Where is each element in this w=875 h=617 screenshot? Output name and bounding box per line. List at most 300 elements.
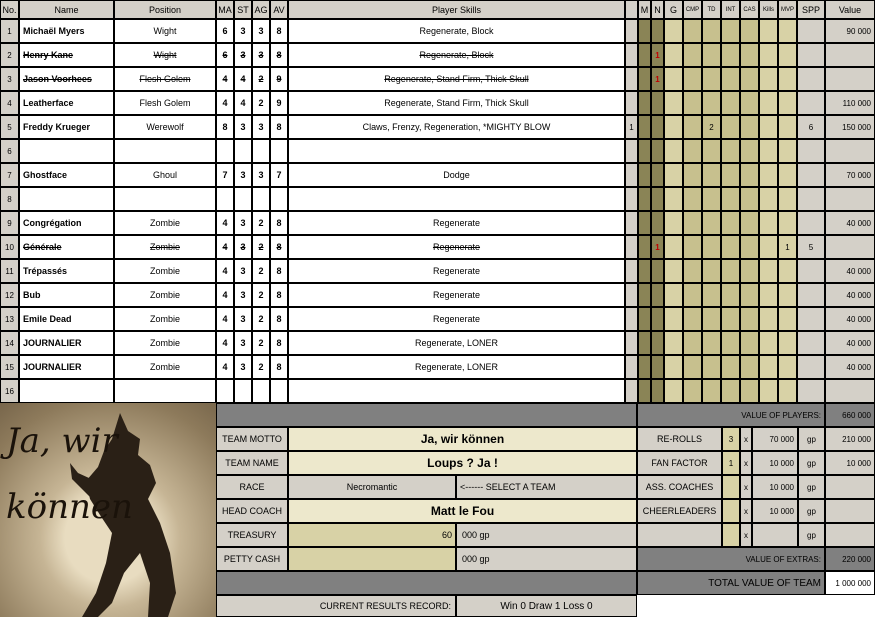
player-n-cell (638, 331, 651, 355)
extras-price: 70 000 (752, 427, 798, 451)
player-int-cell (721, 283, 740, 307)
player-value-cell[interactable] (825, 187, 875, 211)
player-mvp-cell (778, 115, 797, 139)
player-ma-cell: 4 (216, 67, 234, 91)
extras-total: 210 000 (825, 427, 875, 451)
player-st-cell: 4 (234, 67, 252, 91)
player-st-cell (234, 379, 252, 403)
player-td-cell (702, 91, 721, 115)
player-g-cell (664, 91, 683, 115)
player-value-cell[interactable]: 40 000 (825, 307, 875, 331)
player-spp-cell (797, 139, 825, 163)
player-position-cell[interactable]: Zombie (114, 235, 216, 259)
player-n-cell (638, 211, 651, 235)
player-no-cell: 5 (0, 115, 19, 139)
player-no-cell: 12 (0, 283, 19, 307)
player-position-cell[interactable]: Wight (114, 19, 216, 43)
player-skills-cell[interactable]: Regenerate (288, 259, 625, 283)
player-cmp-cell (683, 67, 702, 91)
total-value: 1 000 000 (825, 571, 875, 595)
player-st-cell: 4 (234, 91, 252, 115)
player-ag-cell: 2 (252, 331, 270, 355)
player-g-cell (664, 67, 683, 91)
player-mvp-cell (778, 67, 797, 91)
head-coach-field[interactable]: Matt le Fou (288, 499, 637, 523)
player-skills-cell[interactable] (288, 139, 625, 163)
player-mvp-cell (778, 259, 797, 283)
player-cas-cell (740, 43, 759, 67)
player-no-cell: 2 (0, 43, 19, 67)
player-skills-cell[interactable]: Regenerate (288, 235, 625, 259)
player-g-cell (664, 235, 683, 259)
player-av-cell: 8 (270, 331, 288, 355)
player-name-cell[interactable]: Congrégation (19, 211, 114, 235)
player-int-cell (721, 139, 740, 163)
player-mvp-cell (778, 139, 797, 163)
player-n-cell (638, 283, 651, 307)
player-n-cell (638, 235, 651, 259)
team-motto-field[interactable]: Ja, wir können (288, 427, 637, 451)
player-value-cell[interactable]: 40 000 (825, 259, 875, 283)
extras-multiply: x (740, 475, 752, 499)
player-g-cell (664, 259, 683, 283)
player-spp-cell (797, 187, 825, 211)
player-ma-cell (216, 187, 234, 211)
player-td-cell (702, 43, 721, 67)
petty-cash-field[interactable] (288, 547, 456, 571)
player-name-cell[interactable]: Emile Dead (19, 307, 114, 331)
results-record-value: Win 0 Draw 1 Loss 0 (456, 595, 637, 617)
player-position-cell[interactable] (114, 187, 216, 211)
player-int-cell (721, 211, 740, 235)
extras-gp: gp (798, 427, 825, 451)
player-n2-cell (651, 379, 664, 403)
player-ma-cell: 4 (216, 331, 234, 355)
player-int-cell (721, 163, 740, 187)
petty-cash-label: PETTY CASH (216, 547, 288, 571)
player-no-cell: 15 (0, 355, 19, 379)
player-st-cell: 3 (234, 259, 252, 283)
player-n-cell (638, 187, 651, 211)
player-no-cell: 14 (0, 331, 19, 355)
player-mvp-cell (778, 91, 797, 115)
player-n-cell (638, 67, 651, 91)
player-name-cell[interactable] (19, 139, 114, 163)
player-kills-cell (759, 19, 778, 43)
player-mvp-cell: 1 (778, 235, 797, 259)
player-name-cell[interactable]: Leatherface (19, 91, 114, 115)
player-spp-cell (797, 163, 825, 187)
player-ag-cell: 2 (252, 91, 270, 115)
extras-gp: gp (798, 523, 825, 547)
team-logo (0, 403, 216, 617)
player-value-cell[interactable]: 90 000 (825, 19, 875, 43)
player-int-cell (721, 235, 740, 259)
player-av-cell: 8 (270, 355, 288, 379)
player-g-cell (664, 19, 683, 43)
player-position-cell[interactable]: Flesh Golem (114, 91, 216, 115)
player-g-cell (664, 139, 683, 163)
player-cmp-cell (683, 379, 702, 403)
player-position-cell[interactable]: Zombie (114, 331, 216, 355)
player-n-cell (638, 19, 651, 43)
race-select[interactable]: Necromantic (288, 475, 456, 499)
player-g-cell (664, 355, 683, 379)
player-cas-cell (740, 115, 759, 139)
player-ag-cell: 2 (252, 235, 270, 259)
player-g-cell (664, 163, 683, 187)
player-skills-cell[interactable]: Regenerate, Stand Firm, Thick Skull (288, 91, 625, 115)
player-ma-cell: 8 (216, 115, 234, 139)
header-skills: Player Skills (288, 0, 625, 19)
treasury-unit: 000 gp (456, 523, 637, 547)
player-spp-cell (797, 283, 825, 307)
player-m-cell (625, 67, 638, 91)
player-ag-cell: 2 (252, 67, 270, 91)
player-no-cell: 7 (0, 163, 19, 187)
player-ag-cell (252, 187, 270, 211)
player-st-cell: 3 (234, 19, 252, 43)
player-mvp-cell (778, 307, 797, 331)
player-av-cell: 8 (270, 259, 288, 283)
player-st-cell: 3 (234, 307, 252, 331)
player-skills-cell[interactable] (288, 187, 625, 211)
player-n-cell (638, 355, 651, 379)
extras-label: FAN FACTOR (637, 451, 722, 475)
team-info-top-bar (216, 403, 637, 427)
player-n2-cell (651, 187, 664, 211)
player-mvp-cell (778, 19, 797, 43)
player-m-cell (625, 91, 638, 115)
player-m-cell (625, 379, 638, 403)
player-mvp-cell (778, 211, 797, 235)
player-cas-cell (740, 91, 759, 115)
player-td-cell (702, 163, 721, 187)
player-int-cell (721, 19, 740, 43)
player-value-cell[interactable]: 110 000 (825, 91, 875, 115)
player-ag-cell: 3 (252, 163, 270, 187)
player-int-cell (721, 379, 740, 403)
player-cas-cell (740, 19, 759, 43)
extras-total (825, 475, 875, 499)
player-g-cell (664, 43, 683, 67)
header-position: Position (114, 0, 216, 19)
player-int-cell (721, 307, 740, 331)
player-m-cell (625, 43, 638, 67)
player-mvp-cell (778, 379, 797, 403)
player-no-cell: 3 (0, 67, 19, 91)
player-skills-cell[interactable]: Regenerate, LONER (288, 355, 625, 379)
player-kills-cell (759, 139, 778, 163)
player-ag-cell: 3 (252, 43, 270, 67)
player-mvp-cell (778, 187, 797, 211)
header-mvp: MVP (778, 0, 797, 19)
player-cmp-cell (683, 355, 702, 379)
player-value-cell[interactable]: 40 000 (825, 283, 875, 307)
player-ag-cell (252, 139, 270, 163)
player-name-cell[interactable] (19, 187, 114, 211)
player-av-cell: 8 (270, 235, 288, 259)
player-av-cell (270, 139, 288, 163)
player-cas-cell (740, 331, 759, 355)
player-skills-cell[interactable]: Regenerate (288, 211, 625, 235)
player-cmp-cell (683, 139, 702, 163)
player-no-cell: 6 (0, 139, 19, 163)
extras-label (637, 523, 722, 547)
player-kills-cell (759, 163, 778, 187)
player-ma-cell: 7 (216, 163, 234, 187)
player-value-cell[interactable]: 40 000 (825, 355, 875, 379)
player-n2-cell (651, 115, 664, 139)
player-skills-cell[interactable]: Regenerate, Block (288, 43, 625, 67)
value-of-extras: 220 000 (825, 547, 875, 571)
player-st-cell: 3 (234, 115, 252, 139)
header-td: TD (702, 0, 721, 19)
header-st: ST (234, 0, 252, 19)
player-name-cell[interactable]: Henry Kane (19, 43, 114, 67)
header-int: INT (721, 0, 740, 19)
header-spp: SPP (797, 0, 825, 19)
player-skills-cell[interactable] (288, 379, 625, 403)
player-spp-cell (797, 331, 825, 355)
player-ag-cell: 2 (252, 307, 270, 331)
player-m-cell (625, 235, 638, 259)
player-n-cell (638, 163, 651, 187)
player-cas-cell (740, 307, 759, 331)
player-av-cell: 8 (270, 43, 288, 67)
player-value-cell[interactable]: 40 000 (825, 211, 875, 235)
header-kills: Kills (759, 0, 778, 19)
player-m-cell (625, 211, 638, 235)
player-int-cell (721, 91, 740, 115)
player-position-cell[interactable]: Flesh Golem (114, 67, 216, 91)
player-av-cell: 8 (270, 211, 288, 235)
player-value-cell[interactable] (825, 235, 875, 259)
player-n-cell (638, 115, 651, 139)
player-cas-cell (740, 259, 759, 283)
race-hint: <------ SELECT A TEAM (456, 475, 637, 499)
player-name-cell[interactable]: JOURNALIER (19, 331, 114, 355)
player-av-cell: 7 (270, 163, 288, 187)
player-n2-cell (651, 355, 664, 379)
player-skills-cell[interactable]: Claws, Frenzy, Regeneration, *MIGHTY BLOW (288, 115, 625, 139)
player-g-cell (664, 283, 683, 307)
player-m-cell (625, 187, 638, 211)
player-n2-cell (651, 307, 664, 331)
player-st-cell: 3 (234, 43, 252, 67)
player-position-cell[interactable]: Zombie (114, 259, 216, 283)
player-m-cell: 1 (625, 115, 638, 139)
treasury-field[interactable]: 60 (288, 523, 456, 547)
player-ma-cell: 4 (216, 307, 234, 331)
player-spp-cell (797, 307, 825, 331)
player-position-cell[interactable]: Zombie (114, 355, 216, 379)
player-name-cell[interactable]: Ghostface (19, 163, 114, 187)
extras-price: 10 000 (752, 451, 798, 475)
player-m-cell (625, 163, 638, 187)
player-n2-cell (651, 259, 664, 283)
player-cas-cell (740, 139, 759, 163)
player-value-cell[interactable]: 70 000 (825, 163, 875, 187)
player-spp-cell (797, 43, 825, 67)
player-value-cell[interactable] (825, 379, 875, 403)
player-position-cell[interactable]: Werewolf (114, 115, 216, 139)
team-name-field[interactable]: Loups ? Ja ! (288, 451, 637, 475)
player-ag-cell: 2 (252, 259, 270, 283)
player-n2-cell (651, 163, 664, 187)
player-no-cell: 11 (0, 259, 19, 283)
player-name-cell[interactable]: JOURNALIER (19, 355, 114, 379)
player-av-cell: 8 (270, 115, 288, 139)
player-kills-cell (759, 259, 778, 283)
extras-gp: gp (798, 475, 825, 499)
player-value-cell[interactable] (825, 139, 875, 163)
player-name-cell[interactable] (19, 379, 114, 403)
player-av-cell (270, 187, 288, 211)
player-value-cell[interactable] (825, 43, 875, 67)
player-cmp-cell (683, 283, 702, 307)
player-cmp-cell (683, 307, 702, 331)
player-spp-cell (797, 211, 825, 235)
extras-count[interactable] (722, 523, 740, 547)
player-g-cell (664, 307, 683, 331)
player-value-cell[interactable]: 150 000 (825, 115, 875, 139)
player-skills-cell[interactable]: Regenerate, Stand Firm, Thick Skull (288, 67, 625, 91)
player-st-cell: 3 (234, 211, 252, 235)
team-motto-label: TEAM MOTTO (216, 427, 288, 451)
player-position-cell[interactable] (114, 139, 216, 163)
player-name-cell[interactable]: Trépassés (19, 259, 114, 283)
player-position-cell[interactable]: Wight (114, 43, 216, 67)
player-spp-cell (797, 259, 825, 283)
player-m-cell (625, 139, 638, 163)
player-td-cell (702, 355, 721, 379)
player-position-cell[interactable]: Zombie (114, 283, 216, 307)
player-td-cell (702, 331, 721, 355)
player-cmp-cell (683, 259, 702, 283)
extras-label: ASS. COACHES (637, 475, 722, 499)
player-n-cell (638, 91, 651, 115)
player-name-cell[interactable]: Michaël Myers (19, 19, 114, 43)
extras-count[interactable]: 3 (722, 427, 740, 451)
treasury-label: TREASURY (216, 523, 288, 547)
extras-count[interactable]: 1 (722, 451, 740, 475)
player-cas-cell (740, 283, 759, 307)
player-cas-cell (740, 355, 759, 379)
player-skills-cell[interactable]: Regenerate (288, 307, 625, 331)
player-ma-cell: 6 (216, 43, 234, 67)
player-td-cell (702, 379, 721, 403)
extras-count[interactable] (722, 499, 740, 523)
player-m-cell (625, 307, 638, 331)
player-no-cell: 10 (0, 235, 19, 259)
header-cas: CAS (740, 0, 759, 19)
player-m-cell (625, 355, 638, 379)
player-int-cell (721, 43, 740, 67)
player-position-cell[interactable]: Zombie (114, 307, 216, 331)
player-spp-cell (797, 91, 825, 115)
player-ma-cell (216, 139, 234, 163)
player-ag-cell: 3 (252, 115, 270, 139)
player-position-cell[interactable] (114, 379, 216, 403)
player-value-cell[interactable]: 40 000 (825, 331, 875, 355)
results-record-label: CURRENT RESULTS RECORD: (216, 595, 456, 617)
player-td-cell (702, 139, 721, 163)
player-ma-cell: 4 (216, 235, 234, 259)
player-kills-cell (759, 91, 778, 115)
player-cmp-cell (683, 115, 702, 139)
player-cmp-cell (683, 235, 702, 259)
player-n2-cell (651, 283, 664, 307)
player-mvp-cell (778, 283, 797, 307)
player-n-cell (638, 307, 651, 331)
player-td-cell (702, 67, 721, 91)
header-ag: AG (252, 0, 270, 19)
player-st-cell: 3 (234, 163, 252, 187)
extras-gp: gp (798, 499, 825, 523)
player-position-cell[interactable]: Ghoul (114, 163, 216, 187)
player-cmp-cell (683, 163, 702, 187)
player-mvp-cell (778, 43, 797, 67)
player-n2-cell: 1 (651, 235, 664, 259)
player-cas-cell (740, 163, 759, 187)
value-of-players-label: VALUE OF PLAYERS: (637, 403, 825, 427)
logo-line1: Ja, wir (6, 421, 118, 461)
player-n-cell (638, 43, 651, 67)
player-ma-cell (216, 379, 234, 403)
player-spp-cell (797, 19, 825, 43)
player-cmp-cell (683, 187, 702, 211)
player-ag-cell: 3 (252, 19, 270, 43)
player-value-cell[interactable] (825, 67, 875, 91)
value-of-extras-label: VALUE OF EXTRAS: (637, 547, 825, 571)
player-ma-cell: 6 (216, 19, 234, 43)
player-kills-cell (759, 43, 778, 67)
player-skills-cell[interactable]: Dodge (288, 163, 625, 187)
extras-count[interactable] (722, 475, 740, 499)
player-g-cell (664, 211, 683, 235)
player-skills-cell[interactable]: Regenerate (288, 283, 625, 307)
player-n2-cell (651, 139, 664, 163)
player-av-cell (270, 379, 288, 403)
player-kills-cell (759, 355, 778, 379)
player-kills-cell (759, 331, 778, 355)
player-mvp-cell (778, 355, 797, 379)
header-name: Name (19, 0, 114, 19)
player-n2-cell (651, 91, 664, 115)
header-cmp: CMP (683, 0, 702, 19)
head-coach-label: HEAD COACH (216, 499, 288, 523)
extras-price (752, 523, 798, 547)
player-n2-cell: 1 (651, 43, 664, 67)
player-cmp-cell (683, 43, 702, 67)
player-position-cell[interactable]: Zombie (114, 211, 216, 235)
player-int-cell (721, 331, 740, 355)
player-n2-cell: 1 (651, 67, 664, 91)
player-name-cell[interactable]: Freddy Krueger (19, 115, 114, 139)
player-skills-cell[interactable]: Regenerate, Block (288, 19, 625, 43)
player-skills-cell[interactable]: Regenerate, LONER (288, 331, 625, 355)
player-td-cell (702, 283, 721, 307)
player-no-cell: 13 (0, 307, 19, 331)
player-n2-cell (651, 19, 664, 43)
player-name-cell[interactable]: Générale (19, 235, 114, 259)
player-st-cell (234, 139, 252, 163)
player-name-cell[interactable]: Bub (19, 283, 114, 307)
player-name-cell[interactable]: Jason Voorhees (19, 67, 114, 91)
player-g-cell (664, 187, 683, 211)
player-n-cell (638, 139, 651, 163)
